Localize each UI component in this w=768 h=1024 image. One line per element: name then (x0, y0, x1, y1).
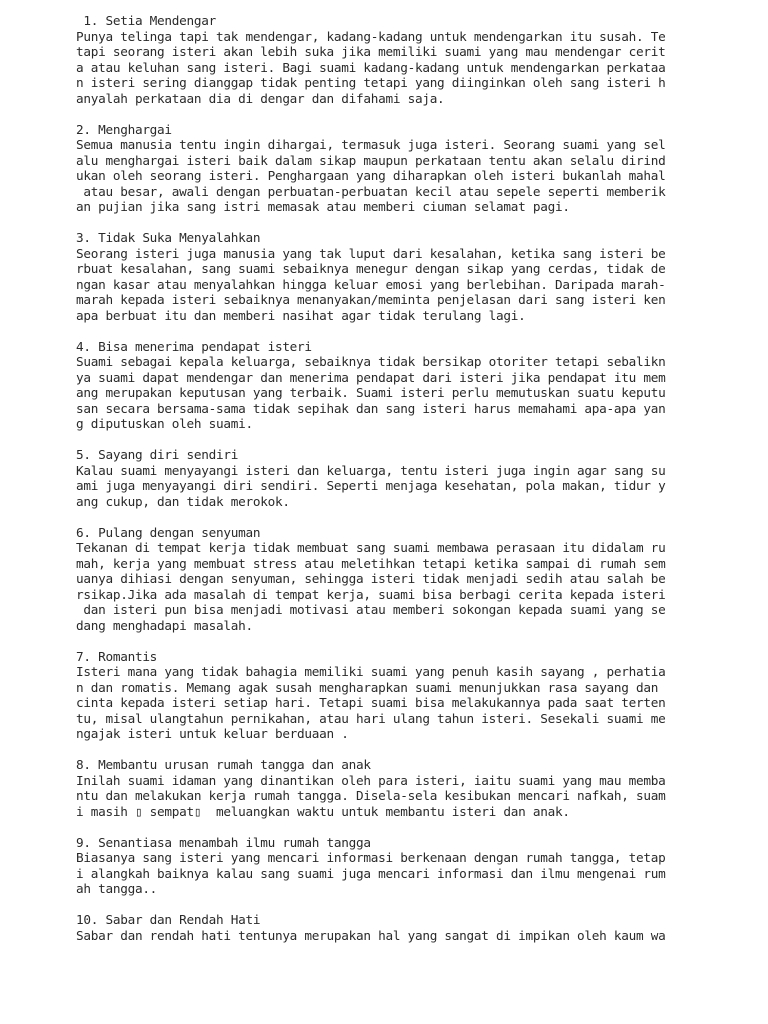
paragraph-line: apa berbuat itu dan memberi nasihat agar tidak terulang lagi. (76, 307, 526, 323)
paragraph-line: g diputuskan oleh suami. (76, 416, 253, 431)
paragraph-line: Punya telinga tapi tak mendengar, kadang-kadang untuk mendengarkan itu susah. Te (76, 28, 666, 44)
paragraph-line: ang cukup, dan tidak merokok. (76, 493, 290, 509)
paragraph-line: uanya dihiasi dengan senyuman, sehingga isteri tidak menjadi sedih atau salah be (76, 571, 666, 586)
paragraph-line: Seorang isteri juga manusia yang tak luput dari kesalahan, ketika sang isteri be (76, 245, 666, 261)
section-heading: 3. Tidak Suka Menyalahkan (76, 230, 261, 245)
document-section (76, 525, 756, 634)
paragraph-line: i masih ▯ sempat▯ meluangkan waktu untuk membantu isteri dan anak. (76, 803, 570, 819)
paragraph-line: Kalau suami menyayangi isteri dan keluarga, tentu isteri juga ingin agar sang su (76, 462, 666, 478)
paragraph-line: Sabar dan rendah hati tentunya merupakan hal yang sangat di impikan oleh kaum wa (76, 927, 666, 943)
paragraph-line: Isteri mana yang tidak bahagia memiliki suami yang penuh kasih sayang , perhatia (76, 664, 666, 679)
document-section (76, 649, 756, 742)
paragraph-line: rbuat kesalahan, sang suami sebaiknya menegur dengan sikap yang cerdas, tidak de (76, 261, 666, 276)
paragraph-line: alu menghargai isteri baik dalam sikap maupun perkataan tentu akan selalu dirind (76, 152, 666, 168)
section-heading: 10. Sabar dan Rendah Hati (76, 912, 261, 927)
paragraph-line: ngajak isteri untuk keluar berduaan . (76, 726, 349, 741)
paragraph-line: ngan kasar atau menyalahkan hingga keluar emosi yang berlebihan. Daripada marah- (76, 276, 666, 292)
paragraph-line: mah, kerja yang membuat stress atau meletihkan tetapi ketika sampai di rumah sem (76, 555, 666, 571)
document-section (76, 230, 756, 323)
section-heading: 8. Membantu urusan rumah tangga dan anak (76, 757, 371, 772)
paragraph-line: dan isteri pun bisa menjadi motivasi atau memberi sokongan kepada suami yang se (76, 602, 666, 617)
paragraph-line: rsikap.Jika ada masalah di tempat kerja, suami bisa berbagi cerita kepada isteri (76, 586, 666, 602)
paragraph-line: ukan oleh seorang isteri. Penghargaan yang diharapkan oleh isteri bukanlah mahal (76, 168, 666, 183)
paragraph-line: ami juga menyayangi diri sendiri. Seperti menjaga kesehatan, pola makan, tidur y (76, 478, 666, 493)
document-section (76, 122, 756, 215)
paragraph-line: anyalah perkataan dia di dengar dan difahami saja. (76, 90, 445, 106)
paragraph-line: i alangkah baiknya kalau sang suami juga mencari informasi dan ilmu mengenai rum (76, 865, 666, 881)
paragraph-line: Tekanan di tempat kerja tidak membuat sang suami membawa perasaan itu didalam ru (76, 540, 666, 555)
paragraph-line: n isteri sering dianggap tidak penting tetapi yang diinginkan oleh sang isteri h (76, 75, 666, 90)
paragraph-line: a atau keluhan sang isteri. Bagi suami kadang-kadang untuk mendengarkan perkataa (76, 59, 666, 75)
paragraph-line: Biasanya sang isteri yang mencari informasi berkenaan dengan rumah tangga, tetap (76, 850, 666, 865)
paragraph-line: tapi seorang isteri akan lebih suka jika memiliki suami yang mau mendengar cerit (76, 44, 666, 59)
section-heading: 5. Sayang diri sendiri (76, 447, 239, 462)
document-section (76, 757, 756, 819)
section-heading: 1. Setia Mendengar (76, 13, 217, 28)
document-section (76, 13, 756, 106)
paragraph-line: tu, misal ulangtahun pernikahan, atau hari ulang tahun isteri. Sesekali suami me (76, 710, 666, 726)
paragraph-line: Suami sebagai kepala keluarga, sebaiknya tidak bersikap otoriter tetapi sebalikn (76, 354, 666, 369)
paragraph-line: an pujian jika sang istri memasak atau memberi ciuman selamat pagi. (76, 199, 570, 214)
section-heading: 4. Bisa menerima pendapat isteri (76, 338, 312, 354)
paragraph-line: Semua manusia tentu ingin dihargai, termasuk juga isteri. Seorang suami yang sel (76, 137, 666, 152)
paragraph-line: ang merupakan keputusan yang terbaik. Suami isteri perlu memutuskan suatu keputu (76, 385, 666, 400)
document-body (76, 13, 756, 943)
paragraph-line: ntu dan melakukan kerja rumah tangga. Disela-sela kesibukan mencari nafkah, suam (76, 788, 666, 803)
paragraph-line: Inilah suami idaman yang dinantikan oleh para isteri, iaitu suami yang mau memba (76, 772, 666, 788)
paragraph-line: n dan romatis. Memang agak susah mengharapkan suami menunjukkan rasa sayang dan (76, 679, 666, 695)
paragraph-line: atau besar, awali dengan perbuatan-perbuatan kecil atau sepele seperti memberik (76, 183, 666, 199)
paragraph-line: san secara bersama-sama tidak sepihak dan sang isteri harus memahami apa-apa yan (76, 400, 666, 416)
paragraph-line: cinta kepada isteri setiap hari. Tetapi suami bisa melakukannya pada saat terten (76, 695, 666, 710)
document-section (76, 447, 756, 509)
paragraph-line: ya suami dapat mendengar dan menerima pendapat dari isteri jika pendapat itu mem (76, 369, 666, 385)
paragraph-line: dang menghadapi masalah. (76, 617, 253, 633)
section-heading: 2. Menghargai (76, 121, 172, 137)
paragraph-line: marah kepada isteri sebaiknya menanyakan/meminta penjelasan dari sang isteri ken (76, 292, 666, 307)
section-heading: 9. Senantiasa menambah ilmu rumah tangga (76, 834, 371, 850)
document-section (76, 339, 756, 432)
paragraph-line: ah tangga.. (76, 881, 158, 896)
section-heading: 7. Romantis (76, 648, 158, 664)
document-section (76, 835, 756, 897)
section-heading: 6. Pulang dengan senyuman (76, 524, 261, 540)
document-section (76, 912, 756, 943)
